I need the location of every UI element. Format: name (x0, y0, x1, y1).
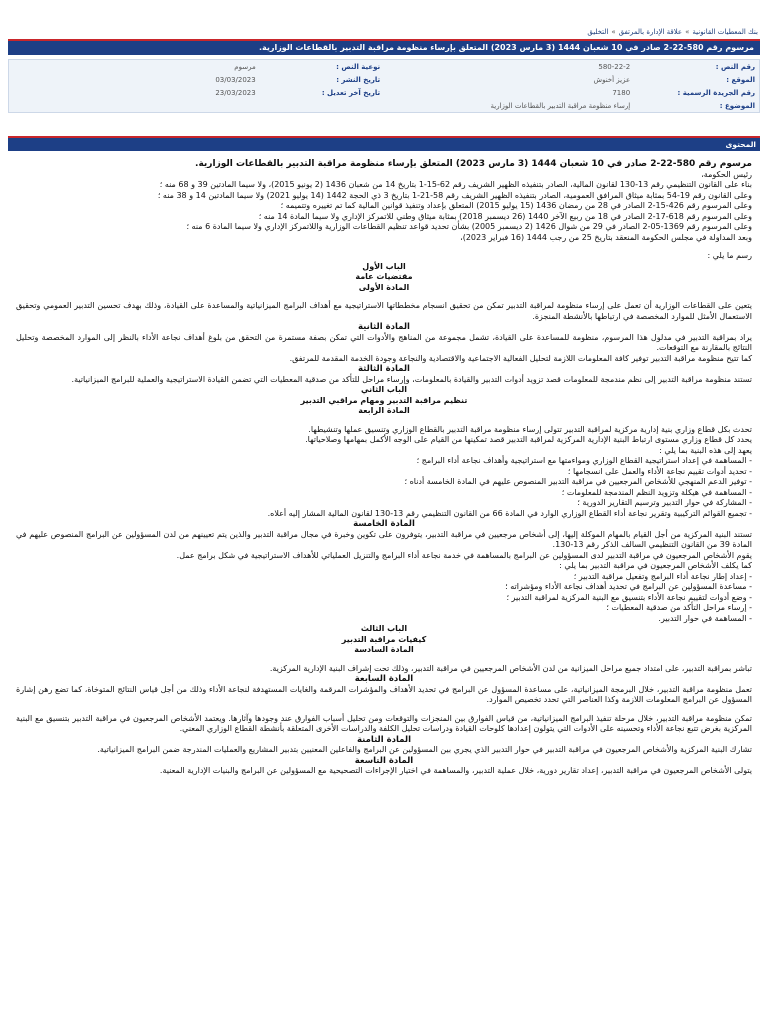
text-metadata-panel (8, 59, 760, 113)
list-item: - مساعدة المسؤولين عن البرامج في تحديد أهداف نجاعة الأداء ومؤشراته ؛ (505, 582, 752, 591)
metadata-row (9, 60, 759, 73)
preamble-line: وعلى المرسوم رقم 618-17-2 الصادر في 18 من ربيع الآخر 1440 (26 ديسمبر 2018) بمثابة ميثاق وطني للاتمركز الإداري ولا سيما المادة 14 منه ؛ (258, 211, 752, 221)
article-paragraph: كما تتيح منظومة مراقبة التدبير توفير كافة المعلومات اللازمة لتحليل الفعالية الاجتماعية والاقتصادية والنجاعة وجودة الخدمة المقدمة للمرتفق. (289, 353, 752, 363)
article-title: المادة الثامنة (357, 734, 411, 745)
breadcrumb-separator: » (611, 28, 616, 36)
content-section-header: المحتوى (8, 136, 760, 151)
gazette-number-label: رقم الجريدة الرسمية : (677, 88, 755, 97)
metadata-row (9, 73, 759, 86)
list-item: - إعداد إطار نجاعة أداء البرامج وتفعيل مراقبة التدبير ؛ (573, 571, 752, 581)
article-title: المادة الثانية (358, 322, 410, 332)
article-paragraph: تباشر بمراقبة التدبير، على امتداد جميع مراحل الميزانية من لدن الأشخاص المرجعيين في مراقبة التدبير، وذلك تحت إشراف البنية الإدارية المركزية. (269, 663, 752, 673)
breadcrumb-separator: » (685, 28, 690, 36)
subject-value: إرساء منظومة مراقبة التدبير بالقطاعات الوزارية (490, 101, 631, 110)
article-title: المادة التاسعة (354, 755, 414, 766)
article-paragraph: تمكن منظومة مراقبة التدبير، خلال مرحلة تنفيذ البرامج الميزانياتية، من قياس الفوارق بين المنجزات والتوقعات ومن تحليل أسباب الفوارق عند وجودها وآثارها. ويعتمد الأشخاص المرجعيون في مراقبة التدبير بتنسيق مع البنية المركزية بغرض تتبع نجاعة الأداء وتحسينه على الأدوات التي يتولون إعدادها كلوحات القيادة ودراسات تحليل الكلفة والدراسات الأخرى المتعلقة بأنشطة القطاع الوزاري المعني. (16, 713, 752, 733)
preamble-line: وعلى القانون رقم 19-54 بمثابة ميثاق المرافق العمومية، الصادر بتنفيذه الظهير الشريف رقم 58-21-1 بتاريخ 3 ذي الحجة 1442 (14 يوليو 2021) ولا سيما المادتين 14 و 38 منه ؛ (157, 190, 752, 200)
list-item: - المساهمة في هيكلة وتزويد النظم المندمجة للمعلومات ؛ (561, 487, 752, 497)
page-title: مرسوم رقم 580-22-2 صادر في 10 شعبان 1444 (3 مارس 2023) المتعلق بإرساء منظومة مراقبة التدبير بالقطاعات الوزارية. (8, 39, 760, 55)
article-title: المادة السادسة (354, 645, 414, 654)
signatory-label: الموقع : (726, 75, 755, 84)
part-subtitle: تنظيم مراقبة التدبير ومهام مراقبي التدبير (300, 395, 468, 405)
page (8, 0, 760, 777)
article-title: المادة الثالثة (358, 364, 410, 374)
document-title: مرسوم رقم 580-22-2 صادر في 10 شعبان 1444 (3 مارس 2023) المتعلق بإرساء منظومة مراقبة التدبير بالقطاعات الوزارية. (195, 159, 752, 169)
article-paragraph: يراد بمراقبة التدبير في مدلول هذا المرسوم، منظومة للمساعدة على القيادة، تشمل مجموعة من المناهج والأدوات التي تمكن بصفة مستمرة من التحقق من بلوغ أهداف نجاعة الأداء بالنظر إلى الموارد المخصصة وتحليل النتائج بالمقارنة مع التوقعات. (16, 332, 752, 352)
document-content (8, 151, 760, 777)
publication-date-label: تاريخ النشر : (336, 75, 381, 84)
part-subtitle: مقتضيات عامة (355, 272, 413, 281)
last-modified-label: تاريخ آخر تعديل : (321, 88, 381, 97)
list-item: - تحديد أدوات تقييم نجاعة الأداء والعمل على انسجامها ؛ (567, 466, 752, 476)
breadcrumb-item-admin-relation[interactable]: علاقة الإدارة بالمرتفق (618, 28, 683, 36)
part-subtitle: كيفيات مراقبة التدبير (341, 634, 427, 644)
part-title: الباب الأول (362, 261, 406, 271)
article-paragraph: تستند منظومة مراقبة التدبير إلى نظم مندمجة للمعلومات قصد تزويد أدوات التدبير والقيادة بالمعلومات، وإرساء مراحل للتأكد من صدقية المعطيات التي تضمن القيادة الاستراتيجية والعملية للبرامج الميزانياتية. (71, 374, 752, 384)
gazette-number-value: 7180 (612, 88, 631, 97)
article-paragraph: تستند البنية المركزية من أجل القيام بالمهام الموكلة إليها، إلى أشخاص مرجعيين في مراقبة التدبير، يتوفرون على تكوين وخبرة في مجال مراقبة التدبير والذين يتم تعيينهم من لدن المسؤولين عن البرامج المنصوص عليهم في المادة 39 من القانون التنظيمي السالف الذكر رقم 13-130. (16, 529, 752, 549)
article-paragraph: تشارك البنية المركزية والأشخاص المرجعيون في مراقبة التدبير في حوار التدبير الذي يجري بين المسؤولين عن البرامج والفاعلين المعنيين بتدبير المشاريع والعمليات المندرجة ضمن البرامج الميزانياتية. (97, 745, 752, 754)
text-number-value: 580-22-2 (598, 62, 631, 71)
article-paragraph: يعهد إلى هذه البنية بما يلي : (659, 445, 752, 455)
article-paragraph: يتعين على القطاعات الوزارية أن تعمل على إرساء منظومة لمراقبة التدبير تمكن من تحقيق انسجام مخططاتها الاستراتيجية مع أهداف البرامج الميزانياتية والمساعدة على القيادة، وذلك بهدف تحسين التدبير العمومي وتحقيق الاستعمال الأمثل للموارد المخصصة في ارتباطها بالأنشطة المنجزة. (16, 301, 752, 321)
part-title: الباب الثاني (361, 385, 407, 394)
article-paragraph: يحدد كل قطاع وزاري مستوى ارتباط البنية الإدارية المركزية لمراقبة التدبير قصد تمكينها من القيام على الوجه الأكمل بمهامها وصلاحياتها. (305, 435, 752, 444)
metadata-row (9, 99, 759, 112)
article-paragraph: يتولى الأشخاص المرجعيون في مراقبة التدبير، إعداد تقارير دورية، خلال عملية التدبير، والمساهمة في اختيار الإجراءات التصحيحية مع المسؤولين عن البرامج والبنيات الإدارية المعنية. (159, 766, 752, 775)
list-item: - المشاركة في حوار التدبير وترسيم التقارير الدورية ؛ (577, 498, 752, 507)
article-paragraph: يقوم الأشخاص المرجعيون في مراقبة التدبير لدى المسؤولين عن البرامج بالمساهمة في خدمة نجاعة أداء البرامج والتنزيل العملياتي للأهداف الاستراتيجية في شكل برامج عمل. (176, 550, 752, 560)
breadcrumb-item-ethics[interactable]: التخليق (587, 28, 609, 36)
list-item: - إرساء مراحل التأكد من صدقية المعطيات ؛ (606, 603, 752, 612)
preamble-line: رئيس الحكومة، (701, 169, 752, 179)
list-item: - المساهمة في حوار التدبير. (658, 613, 752, 623)
metadata-row (9, 86, 759, 99)
list-item: - توفير الدعم المنهجي للأشخاص المرجعيين في مراقبة التدبير المنصوص عليهم في المادة الخامسة أدناه ؛ (404, 477, 752, 486)
text-type-value: مرسوم (234, 62, 256, 71)
breadcrumb-item-legal-database[interactable]: بنك المعطيات القانونية (692, 28, 758, 36)
article-title: المادة السابعة (354, 674, 414, 684)
breadcrumb (8, 26, 760, 39)
publication-date-value: 03/03/2023 (215, 75, 256, 84)
article-title: المادة الأولى (358, 282, 410, 292)
preamble-line: وعلى المرسوم رقم 1369-05-2 الصادر في 29 من شوال 1426 (2 ديسمبر 2005) بشأن تحديد قواعد تنظيم القطاعات الوزارية واللاتمركز الإداري ولا سيما المادة 6 منه ؛ (186, 222, 752, 231)
signatory-value: عزيز أخنوش (593, 75, 631, 84)
article-title: المادة الرابعة (358, 406, 410, 415)
list-item: - وضع أدوات لتقييم نجاعة الأداء بتنسيق مع البنية المركزية لمراقبة التدبير ؛ (506, 592, 752, 602)
decree-line: رسم ما يلي : (707, 251, 752, 260)
article-paragraph: كما يكلف الأشخاص المرجعيون في مراقبة التدبير بما يلي : (559, 561, 752, 570)
part-title: الباب الثالث (360, 624, 408, 633)
article-paragraph: تحدث بكل قطاع وزاري بنية إدارية مركزية لمراقبة التدبير تتولى إرساء منظومة مراقبة التدبير بالقطاع الوزاري وتنسيق عملها وتنشيطها. (308, 424, 752, 434)
text-number-label: رقم النص : (715, 62, 755, 71)
subject-label: الموضوع : (719, 101, 755, 110)
preamble-line: وعلى المرسوم رقم 426-15-2 الصادر في 28 من رمضان 1436 (15 يوليو 2015) المتعلق بإعداد وتنفيذ قوانين المالية كما تم تغييره وتتميمه ؛ (280, 201, 752, 210)
text-type-label: نوعية النص : (336, 62, 381, 71)
list-item: - المساهمة في إعداد استراتيجية القطاع الوزاري ومواءمتها مع استراتيجية وأهداف نجاعة أداء البرامج ؛ (416, 456, 752, 465)
list-item: - تجميع القوائم التركيبية وتقرير نجاعة أداء القطاع الوزاري الوارد في المادة 66 من القانون التنظيمي رقم 13-130 لقانون المالية المشار إليه أعلاه. (267, 508, 752, 518)
article-paragraph: تعمل منظومة مراقبة التدبير، خلال البرمجة الميزانياتية، على مساعدة المسؤول عن البرامج في تحديد الأهداف والمؤشرات المرقمة والغايات المستهدفة لنجاعة الأداء وذلك من أجل قياس النتائج المتوخاة، كما تضع رهن إشارة المسؤول عن البرامج المعلومات اللازمة وكذا العناصر التي تحدد تخصيص الموارد. (16, 684, 752, 704)
preamble-line: بناء على القانون التنظيمي رقم 13-130 لقانون المالية، الصادر بتنفيذه الظهير الشريف رقم 62-15-1 بتاريخ 14 من شعبان 1436 (2 يونيو 2015)، ولا سيما المادتين 39 و 68 منه ؛ (159, 180, 752, 189)
preamble-line: وبعد المداولة في مجلس الحكومة المنعقد بتاريخ 25 من رجب 1444 (16 فبراير 2023)، (460, 232, 752, 242)
article-title: المادة الخامسة (353, 519, 415, 529)
last-modified-value: 23/03/2023 (215, 88, 256, 97)
